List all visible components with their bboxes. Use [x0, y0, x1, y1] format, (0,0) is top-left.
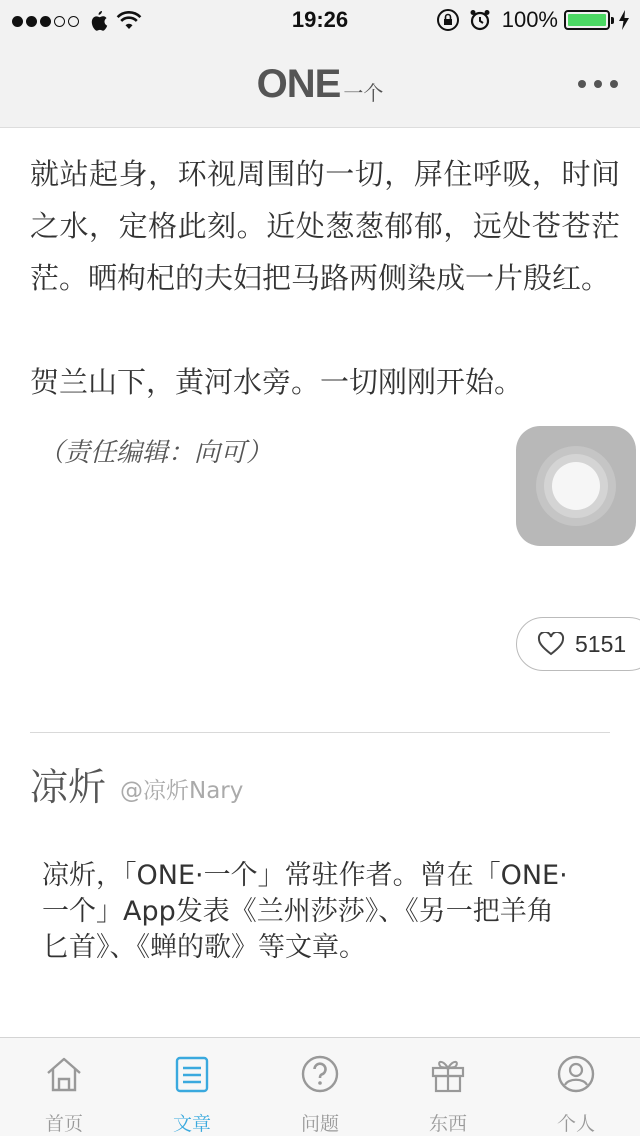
- more-icon-dot: [610, 80, 618, 88]
- editor-note: （责任编辑：向可）: [38, 438, 273, 468]
- assistive-touch-button[interactable]: [516, 426, 636, 546]
- author-bio: 凉炘，「ONE·一个」常驻作者。曾在「ONE·一个」App发表《兰州莎莎》、《另一把羊角匕首》、《蝉的歌》等文章。: [42, 860, 568, 963]
- charging-icon: [618, 9, 630, 31]
- more-icon: [578, 80, 586, 88]
- tab-article[interactable]: [128, 1038, 256, 1136]
- tab-home[interactable]: [0, 1038, 128, 1136]
- logo-text: ONE: [256, 61, 341, 106]
- home-icon: [44, 1054, 84, 1094]
- like-button[interactable]: [516, 617, 640, 671]
- status-time: 19:26: [291, 7, 349, 32]
- tab-thing[interactable]: [384, 1038, 512, 1136]
- gift-icon: [428, 1054, 468, 1094]
- tab-bar: [0, 1037, 640, 1136]
- tab-label: 首页: [44, 1113, 83, 1135]
- nav-bar: [0, 40, 640, 128]
- article-icon: [172, 1054, 212, 1094]
- article-paragraph: 贺兰山下，黄河水旁。一切刚刚开始。: [30, 365, 524, 399]
- tab-label: 文章: [172, 1113, 211, 1135]
- heart-icon: [537, 632, 565, 656]
- more-icon-dot: [594, 80, 602, 88]
- logo-subtitle: 一个: [343, 80, 384, 105]
- status-bar: [0, 0, 640, 40]
- author-name[interactable]: 凉炘: [30, 765, 107, 809]
- tab-label: 个人: [556, 1113, 595, 1135]
- tab-profile[interactable]: [512, 1038, 640, 1136]
- like-count: 5151: [575, 630, 627, 657]
- article-body: [30, 148, 620, 469]
- author-handle[interactable]: @凉炘Nary: [120, 778, 244, 804]
- rotation-lock-icon: [436, 8, 460, 32]
- tab-label: 问题: [300, 1113, 339, 1135]
- tab-label: 东西: [428, 1113, 467, 1135]
- alarm-icon: [468, 8, 492, 32]
- more-button[interactable]: [578, 74, 618, 94]
- battery-icon: [564, 10, 610, 30]
- tab-question[interactable]: [256, 1038, 384, 1136]
- battery-percentage: 100%: [501, 7, 558, 32]
- person-icon: [556, 1054, 596, 1094]
- divider: [30, 732, 610, 733]
- app-logo: [0, 60, 640, 108]
- article-paragraph: 就站起身，环视周围的一切，屏住呼吸，时间之水，定格此刻。近处葱葱郁郁，远处苍苍茫茫。晒枸杞的夫妇把马路两侧染成一片殷红。: [30, 157, 620, 295]
- question-icon: [300, 1054, 340, 1094]
